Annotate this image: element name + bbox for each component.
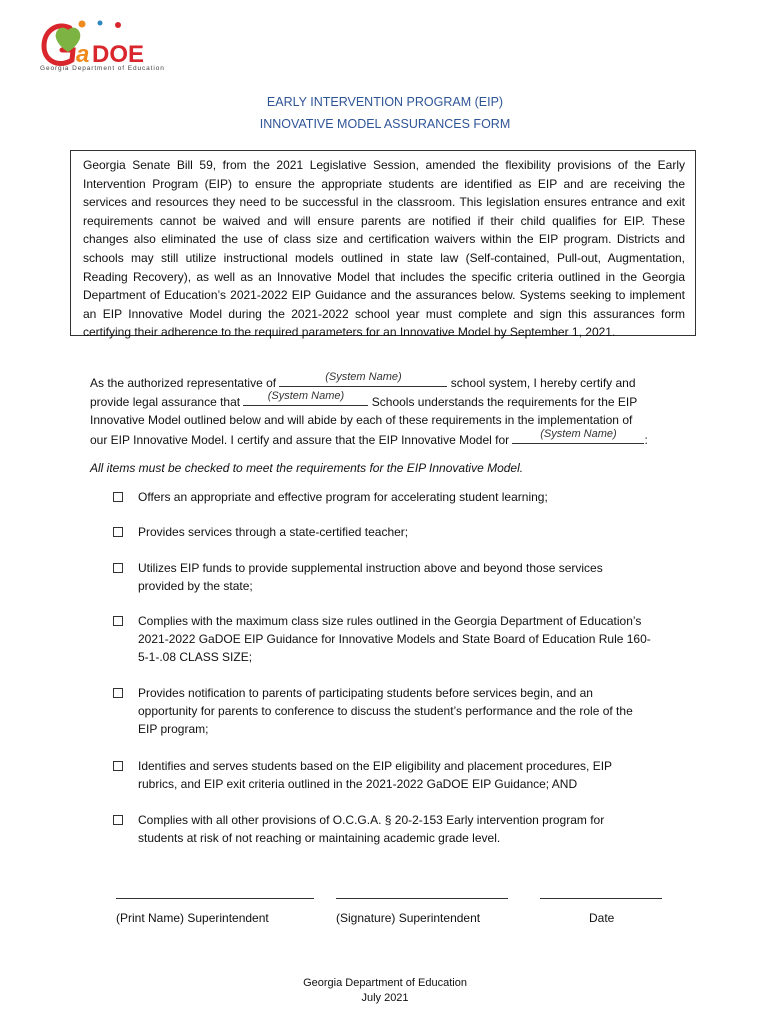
intro-line: certifying their adherence to the required parameters for an Innovative Model by September 1, 2021. — [83, 325, 616, 340]
intro-line: Reading Recovery), as well as an Innovative Model that includes the specific criteria outlined in the Georgia — [83, 269, 685, 284]
footer-date: July 2021 — [361, 992, 409, 1004]
intro-box — [70, 150, 696, 340]
svg-text:DOE: DOE — [92, 41, 145, 68]
checkbox-item-6[interactable] — [113, 761, 123, 771]
checkbox-item-7[interactable] — [113, 815, 123, 825]
checkbox-item-2[interactable] — [113, 527, 123, 537]
intro-line: requirements cannot be waived and will ensure parents are notified if their child qualifies for EIP. These — [83, 213, 685, 228]
system-name-field-1[interactable]: (System Name) — [279, 375, 447, 387]
signature-line[interactable] — [336, 898, 508, 899]
system-name-field-2[interactable]: (System Name) — [243, 394, 368, 406]
requirements-note: All items must be checked to meet the requirements for the EIP Innovative Model. — [90, 461, 524, 475]
intro-line: changes also eliminated the use of class size and certification waivers within the EIP program. Districts and — [83, 232, 685, 247]
list-item: Provides notification to parents of participating students before services begin, and an opportunity for parents to conference to discuss the student’s performance and the role of the EIP program; — [138, 686, 633, 736]
list-item: Provides services through a state-certified teacher; — [138, 525, 409, 539]
list-item: Offers an appropriate and effective program for accelerating student learning; — [138, 490, 548, 504]
signature-label: (Signature) Superintendent — [336, 911, 481, 925]
date-label: Date — [589, 911, 615, 925]
form-title-line1: EARLY INTERVENTION PROGRAM (EIP) — [266, 95, 504, 109]
cert-line-4: our EIP Innovative Model. I certify and assure that the EIP Innovative Model for (System Name) : — [90, 428, 648, 447]
cert-line-3: Innovative Model outlined below and will abide by each of these requirements in the implementation of — [90, 413, 633, 427]
intro-line: Department of Education’s 2021-2022 EIP Guidance and the assurances below. Systems seeking to implement — [83, 288, 685, 303]
list-item: Identifies and serves students based on the EIP eligibility and placement procedures, EIP rubrics, and EIP exit criteria outlined in the 2021-2022 GaDOE EIP Guidance; AND — [138, 759, 613, 791]
list-item: Complies with all other provisions of O.C.G.A. § 20-2-153 Early intervention program for students at risk of not reaching or maintaining academic grade level. — [138, 813, 605, 845]
intro-line: an EIP Innovative Model during the 2021-2022 school year must complete and sign this assurances form — [83, 306, 685, 321]
svg-text:a: a — [76, 41, 90, 68]
checkbox-item-4[interactable] — [113, 616, 123, 626]
intro-line: services and resources they need to be successful in the classroom. This legislation ensures entrance and exit — [83, 195, 685, 210]
form-title-line2: INNOVATIVE MODEL ASSURANCES FORM — [259, 117, 511, 131]
checkbox-item-5[interactable] — [113, 688, 123, 698]
cert-line-1: As the authorized representative of (System Name) school system, I hereby certify and — [90, 371, 636, 390]
print-name-line[interactable] — [116, 898, 314, 899]
logo-subtitle: Georgia Department of Education — [40, 65, 165, 72]
system-name-field-3[interactable]: (System Name) — [512, 432, 644, 444]
intro-line: Intervention Program (EIP) to ensure the appropriate students are identified as EIP and are receiving the — [83, 176, 685, 191]
intro-line: schools may still utilize instructional models outlined in state law (Self-contained, Pull-out, Augmentation, — [83, 250, 685, 265]
list-item: Utilizes EIP funds to provide supplemental instruction above and beyond those services provided by the state; — [138, 561, 603, 593]
print-name-label: (Print Name) Superintendent — [116, 911, 269, 925]
checkbox-item-1[interactable] — [113, 492, 123, 502]
checkbox-item-3[interactable] — [113, 563, 123, 573]
footer-org: Georgia Department of Education — [303, 977, 467, 989]
intro-line: Georgia Senate Bill 59, from the 2021 Legislative Session, amended the flexibility provisions of the Early — [83, 158, 685, 172]
date-line[interactable] — [540, 898, 662, 899]
cert-line-2: provide legal assurance that (System Name) Schools understands the requirements for the EIP — [90, 390, 638, 409]
list-item: Complies with the maximum class size rules outlined in the Georgia Department of Education’s 2021-2022 GaDOE EIP Guidance for Innovative Models and State Board of Education Rule 160- 5-1-.08 CLASS SIZE; — [138, 614, 651, 664]
